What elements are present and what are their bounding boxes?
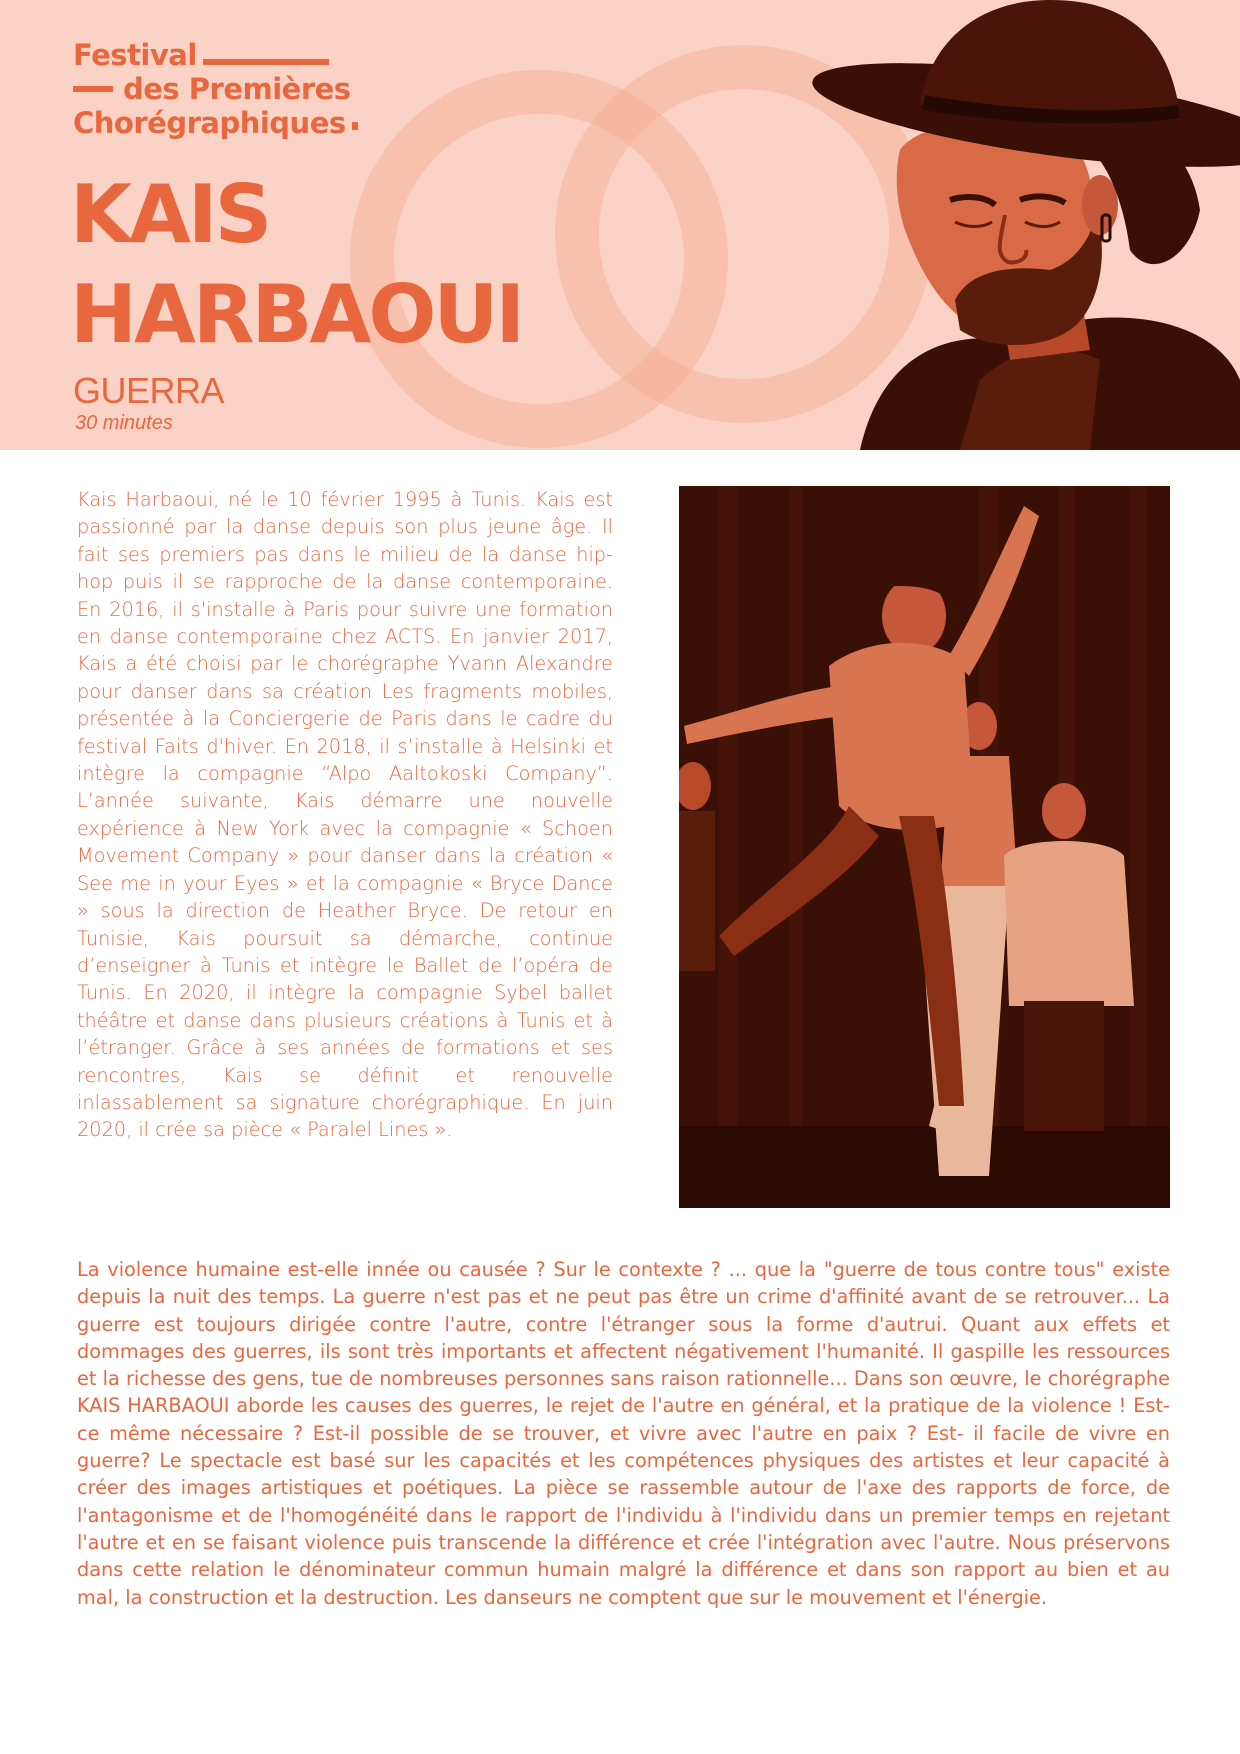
artist-biography: Kais Harbaoui, né le 10 février 1995 à Tunis. Kais est passionné par la danse depuis son plus jeune âge. Il fait ses premiers pas dans le milieu de la danse hip-hop puis il se rapproche de la danse contemporaine. En 2016, il s'installe à Paris pour suivre une formation en danse contemporaine chez ACTS. En janvier 2017, Kais a été choisi par le chorégraphe Yvann Alexandre pour danser dans sa création Les fragments mobiles, présentée à la Conciergerie de Paris dans le cadre du festival Faits d'hiver. En 2018, il s’installe à Helsinki et intègre la compagnie “Alpo Aaltokoski Company”. L’année suivante, Kais démarre une nouvelle expérience à New York avec la compagnie « Schoen Movement Company » pour danser dans la création « See me in your Eyes » et la compagnie « Bryce Dance » sous la direction de Heather Bryce. De retour en Tunisie, Kais poursuit sa démarche, continue d’enseigner à Tunis et intègre le Ballet de l’opéra de Tunis. En 2020, il intègre la compagnie Sybel ballet théâtre et danse dans plusieurs créations à Tunis et à l’étranger. Grâce à ses années de formations et ses rencontres, Kais se définit et renouvelle inlassablement sa signature chorégraphique. En juin 2020, il crée sa pièce « Paralel Lines ». — [77, 488, 613, 1142]
artist-portrait — [750, 0, 1240, 450]
festival-line-1: Festival — [73, 38, 197, 72]
festival-line-3: Chorégraphiques — [73, 106, 346, 140]
festival-logo — [73, 38, 358, 140]
piece-duration: 30 minutes — [75, 412, 173, 434]
piece-title: GUERRA — [73, 370, 225, 411]
artist-name — [70, 165, 522, 365]
artist-first-name: KAIS — [70, 168, 270, 261]
logo-dot — [352, 122, 358, 130]
logo-bar — [203, 59, 329, 65]
piece-description: La violence humaine est-elle innée ou causée ? Sur le contexte ? ... que la "guerre de tous contre tous" existe depuis la nuit des temps. La guerre n'est pas et ne peut pas être un crime d'affinité avant de se retrouver... La guerre est toujours dirigée contre l'autre, contre l'étranger sous la forme d'autrui. Quant aux effets et dommages des guerres, ils sont très importants et affectent négativement l'humanité. Il gaspille les ressources et la richesse des gens, tue de nombreuses personnes sans raison rationnelle... Dans son œuvre, le chorégraphe KAIS HARBAOUI aborde les causes des guerres, le rejet de l'autre en général, et la pratique de la violence ! Est-ce même nécessaire ? Est-il possible de se trouver, et vivre avec l'autre en paix ? Est- il facile de vivre en guerre? Le spectacle est basé sur les capacités et les compétences physiques des artistes et leur capacité à créer des images artistiques et poétiques. La pièce se rassemble autour de l'axe des rapports de force, de l'antagonisme et de l'homogénéité dans le rapport de l'individu à l'individu dans un premier temps en rejetant l'autre et en se faisant violence puis transcende la différence et crée l'intégration avec l'autre. Nous préservons dans cette relation le dénominateur commun humain malgré la différence et dans son rapport au bien et au mal, la construction et la destruction. Les danseurs ne comptent que sur le mouvement et l'énergie. — [77, 1258, 1170, 1609]
logo-bar — [73, 86, 113, 92]
performance-photo — [679, 486, 1170, 1208]
artist-last-name: HARBAOUI — [70, 268, 523, 361]
festival-line-2: des Premières — [123, 72, 351, 106]
header-band — [0, 0, 1240, 450]
